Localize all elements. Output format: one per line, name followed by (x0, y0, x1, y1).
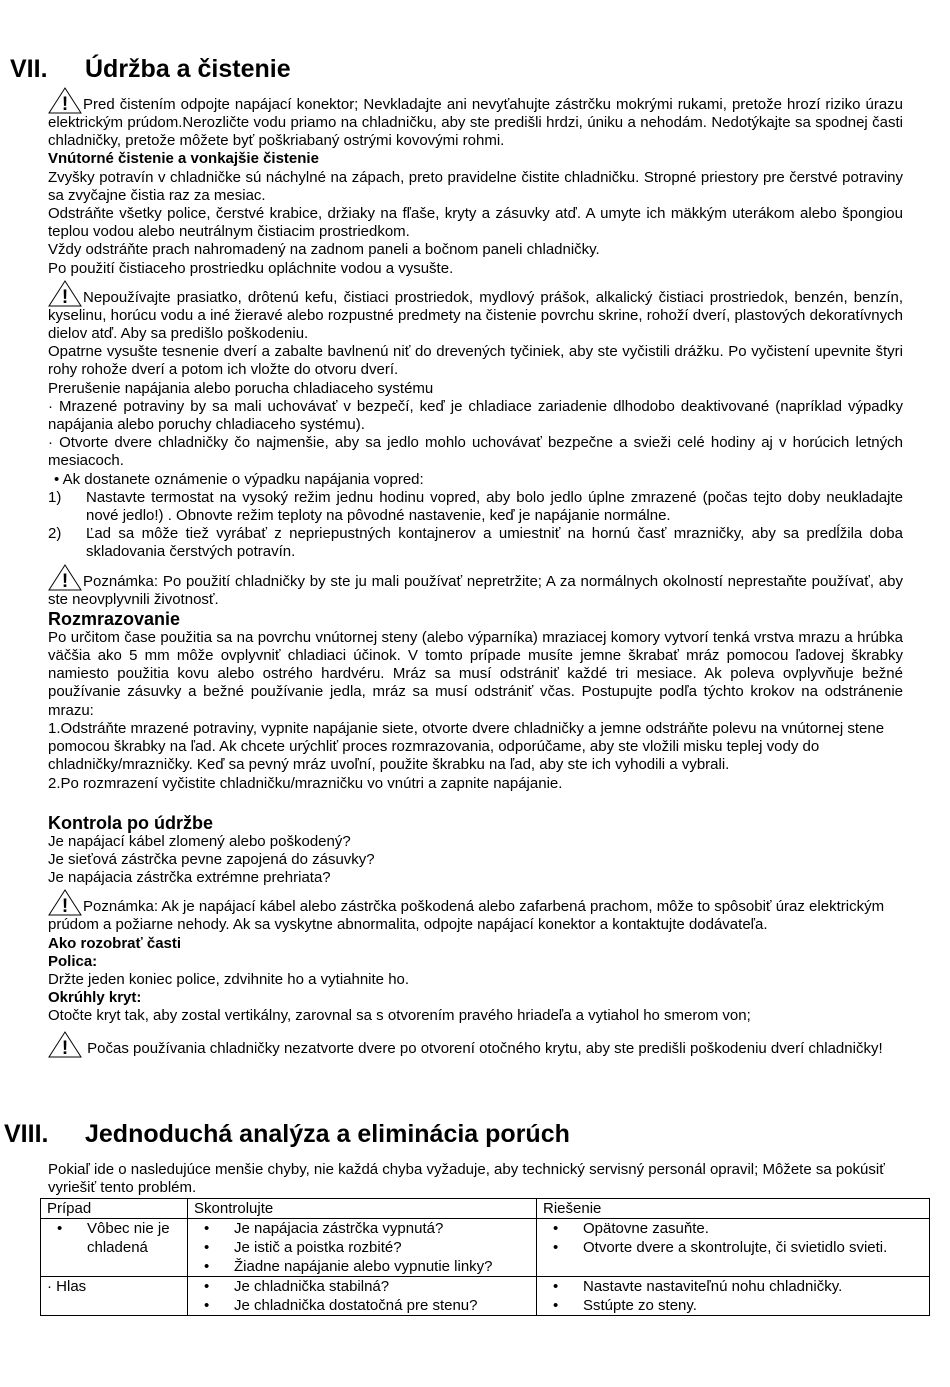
paragraph: · Mrazené potraviny by sa mali uchovávať v bezpečí, keď je chladiace zariadenie dlhodobo deaktivované (napríklad výpadky napájania alebo poruchy chladiaceho systému). (48, 397, 903, 434)
case-cell (41, 1219, 188, 1277)
svg-text:!: ! (61, 1037, 69, 1058)
bullet-line: • Ak dostanete oznámenie o výpadku napájania vopred: (54, 470, 424, 488)
subheading: Okrúhly kryt: (48, 989, 142, 1007)
list-item: • Je chladnička dostatočná pre stenu? (194, 1296, 530, 1315)
paragraph: Pokiaľ ide o nasledujúce menšie chyby, nie každá chyba vyžaduje, aby technický servisný personál opravil; Môžete sa pokúsiť vyriešiť tento problém. (48, 1161, 885, 1197)
item-text: Nastavte termostat na vysoký režim jednu hodinu vopred, aby bolo jedlo úplne zmrazené (počas tejto doby neukladajte nové jedlo!) . Obnovte režim teploty na pôvodné nastavenie, keď je napájanie normálne. (86, 488, 903, 525)
table-row (41, 1219, 930, 1277)
troubleshooting-table (40, 1198, 930, 1316)
paragraph: Vždy odstráňte prach nahromadený na zadnom paneli a bočnom paneli chladničky. (48, 241, 600, 259)
section-7-heading (10, 54, 410, 84)
svg-text:!: ! (61, 286, 69, 307)
warning-text: Pred čistením odpojte napájací konektor; Nevkladajte ani nevyťahujte zástrčku mokrými rukami, pretože hrozí riziko úrazu elektrickým prúdom.Nerozličte vodu priamo na chladničku, aby ste predišli hrdzi, úniku a nehodám. Nedotýkajte sa spodnej časti chladničky, pretože môžete byť poškriabaný ostrými kovovými rohmi. (48, 95, 903, 150)
paragraph: Je sieťová zástrčka pevne zapojená do zásuvky? (48, 850, 375, 868)
paragraph: · Otvorte dvere chladničky čo najmenšie, aby sa jedlo mohlo uchovávať bezpečne a svieži celé hodiny aj v horúcich letných mesiacoch. (48, 434, 903, 470)
warning-triangle-icon (48, 86, 82, 114)
list-item: • Nastavte nastaviteľnú nohu chladničky. (543, 1277, 923, 1296)
numbered-item (48, 525, 903, 561)
list-item: • Opätovne zasuňte. (543, 1219, 923, 1238)
svg-text:!: ! (61, 570, 69, 591)
warning-triangle-icon (48, 563, 82, 591)
subheading: Rozmrazovanie (48, 608, 181, 629)
section-number: VIII. (4, 1120, 49, 1148)
list-item: • Je istič a poistka rozbité? (194, 1238, 530, 1257)
paragraph: 2.Po rozmrazení vyčistite chladničku/mrazničku vo vnútri a zapnite napájanie. (48, 774, 563, 792)
warning-triangle-icon (48, 279, 82, 307)
section-title: Jednoduchá analýza a eliminácia porúch (85, 1120, 570, 1148)
subheading: Kontrola po údržbe (48, 812, 213, 833)
warning-paragraph (48, 279, 903, 343)
item-text: Ľad sa môže tiež vyrábať z nepriepustných kontajnerov a umiestniť na hornú časť mrazničky, aby sa predĺžila doba skladovania čerstvých potravín. (86, 525, 903, 561)
warning-text: Nepoužívajte prasiatko, drôtenú kefu, čistiaci prostriedok, mydlový prášok, alkalický čistiaci prostriedok, benzén, benzín, kyselinu, horúcu vodu a iné žieravé alebo rozpustné predmety na čistenie povrchu skrine, rohoží dverí, plastových dekoratívnych dielov atď. Aby sa predišlo poškodeniu. (48, 288, 903, 343)
check-cell (188, 1277, 537, 1316)
warning-paragraph (48, 1030, 903, 1058)
paragraph: Je napájací kábel zlomený alebo poškodený? (48, 832, 351, 850)
list-item: • Žiadne napájanie alebo vypnutie linky? (194, 1257, 530, 1276)
section-title: Údržba a čistenie (85, 55, 291, 83)
paragraph: Opatrne vysušte tesnenie dverí a zabalte bavlnenú niť do drevených tyčiniek, aby ste vyčistili drážku. Po vyčistení upevnite štyri rohy rohože dverí a potom ich vložte do otvoru dverí. (48, 343, 903, 379)
warning-paragraph (48, 86, 903, 150)
subheading: Polica: (48, 952, 98, 970)
paragraph: Odstráňte všetky police, čerstvé krabice, držiaky na fľaše, kryty a zásuvky atď. A umyte ich mäkkým uterákom alebo špongiou teplou vodou alebo neutrálnym čistiacim prostriedkom. (48, 205, 903, 241)
subheading: Ako rozobrať časti (48, 934, 182, 952)
list-item: • Vôbec nie je chladená (47, 1219, 181, 1257)
paragraph: Je napájacia zástrčka extrémne prehriata? (48, 869, 331, 887)
warning-paragraph (48, 563, 903, 609)
paragraph: Zvyšky potravín v chladničke sú náchylné na zápach, preto pravidelne čistite chladničku. Stropné priestory pre čerstvé potraviny sa zvyčajne čistia raz za mesiac. (48, 168, 903, 204)
table-row (41, 1277, 930, 1316)
warning-triangle-icon (48, 888, 82, 916)
item-number: 1) (48, 488, 62, 506)
warning-text: Poznámka: Po použití chladničky by ste ju mali používať nepretržite; A za normálnych okolností neprestaňte používať, aby ste neovplyvnili životnosť. (48, 572, 903, 608)
warning-paragraph (48, 888, 903, 934)
subheading: Vnútorné čistenie a vonkajšie čistenie (48, 150, 319, 168)
solution-cell (537, 1219, 930, 1277)
item-number: 2) (48, 525, 62, 543)
paragraph: Otočte kryt tak, aby zostal vertikálny, zarovnal sa s otvorením pravého hriadeľa a vytiahol ho smerom von; (48, 1007, 751, 1025)
paragraph: 1.Odstráňte mrazené potraviny, vypnite napájanie siete, otvorte dvere chladničky a jemne odstráňte polevu na vnútornej stene pomocou škrabky na ľad. Ak chcete urýchliť proces rozmrazovania, odporúčame, aby ste vložili misku teplej vody do chladničky/mrazničky. Keď sa pevný mráz uvoľní, použite škrabku na ľad, aby ste ich vyhodili a vybrali. (48, 719, 885, 774)
list-item: • Sstúpte zo steny. (543, 1296, 923, 1315)
paragraph: Držte jeden koniec police, zdvihnite ho a vytiahnite ho. (48, 970, 410, 988)
case-cell: · Hlas (41, 1277, 188, 1316)
list-item: • Je chladnička stabilná? (194, 1277, 530, 1296)
header-cell: Riešenie (537, 1199, 930, 1219)
warning-triangle-icon (48, 1030, 82, 1058)
warning-text: Poznámka: Ak je napájací kábel alebo zástrčka poškodená alebo zafarbená prachom, môže to spôsobiť úraz elektrickým prúdom a požiarne nehody. Ak sa vyskytne abnormalita, odpojte napájací konektor a kontaktujte dodávateľa. (48, 898, 885, 934)
list-item: • Je napájacia zástrčka vypnutá? (194, 1219, 530, 1238)
list-item: • Otvorte dvere a skontrolujte, či svietidlo svieti. (543, 1238, 923, 1257)
troubleshooting-intro (48, 1161, 903, 1197)
section-8-heading (4, 1119, 704, 1149)
header-cell: Prípad (41, 1199, 188, 1219)
svg-text:!: ! (61, 94, 69, 114)
header-cell: Skontrolujte (188, 1199, 537, 1219)
numbered-item (48, 489, 903, 525)
check-cell (188, 1219, 537, 1277)
paragraph: Po použití čistiaceho prostriedku opláchnite vodou a vysušte. (48, 259, 454, 277)
paragraph: Prerušenie napájania alebo porucha chladiaceho systému (48, 379, 434, 397)
warning-text: Počas používania chladničky nezatvorte dvere po otvorení otočného krytu, aby ste predišli poškodeniu dverí chladničky! (83, 1039, 883, 1057)
solution-cell (537, 1277, 930, 1316)
maintenance-content (48, 86, 903, 1058)
section-number: VII. (10, 55, 48, 83)
svg-text:!: ! (61, 896, 69, 917)
paragraph: Po určitom čase použitia sa na povrchu vnútornej steny (alebo výparníka) mraziacej komory vytvorí tenká vrstva mrazu a hrúbka väčšia ako 5 mm môže ovplyvniť chladiaci účinok. V tomto prípade musíte jemne škrabať mráz pomocou ľadovej škrabky namiesto použitia kovu alebo ostrého hardvéru. Mráz sa musí odstrániť každé tri mesiace. Ak poleva ovplyvňuje bežné používanie zásuvky a bežné používanie jedla, mráz sa musí odstrániť včas. Postupujte podľa týchto krokov na odstránenie mrazu: (48, 628, 903, 719)
table-header-row (41, 1199, 930, 1219)
